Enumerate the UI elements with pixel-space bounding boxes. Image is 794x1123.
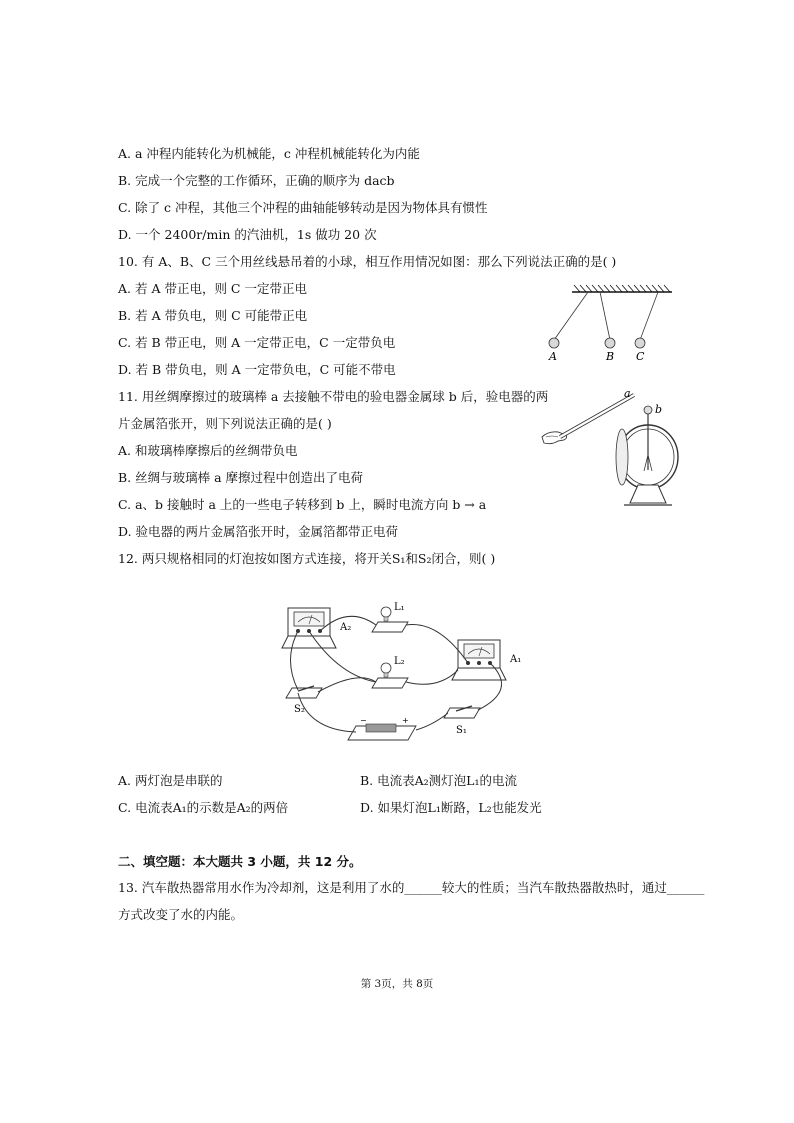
- rod-label-a: a: [624, 387, 631, 400]
- q11-stem-line1: 11. 用丝绸摩擦过的玻璃棒 a 去接触不带电的验电器金属球 b 后，验电器的两: [118, 389, 549, 404]
- q10-option-c: C. 若 B 带正电，则 A 一定带正电，C 一定带负电: [118, 335, 396, 350]
- section-heading-fill-in: 二、填空题：本大题共 3 小题，共 12 分。: [118, 854, 362, 869]
- q12-option-c: C. 电流表A₁的示数是A₂的两倍: [118, 800, 289, 815]
- q11-option-a: A. 和玻璃棒摩擦后的丝绸带负电: [118, 443, 298, 458]
- page-footer: 第 3页，共 8页: [360, 978, 434, 990]
- q9-option-d: D. 一个 2400r/min 的汽油机，1s 做功 20 次: [118, 227, 377, 242]
- q9-option-b: B. 完成一个完整的工作循环，正确的顺序为 dacb: [118, 173, 395, 188]
- q11-option-c: C. a、b 接触时 a 上的一些电子转移到 b 上，瞬时电流方向 b → a: [118, 497, 487, 512]
- q11-option-d: D. 验电器的两片金属箔张开时，金属箔都带正电荷: [118, 524, 399, 539]
- label-s1: S₁: [456, 725, 467, 736]
- label-l1: L₁: [394, 602, 405, 613]
- q11-option-b: B. 丝绸与玻璃棒 a 摩擦过程中创造出了电荷: [118, 470, 364, 485]
- q10-option-a: A. 若 A 带正电，则 C 一定带正电: [118, 281, 307, 296]
- ball-label-b: b: [655, 403, 663, 416]
- label-a2: A₂: [340, 622, 352, 633]
- circuit-figure: [268, 600, 528, 745]
- svg-text:−: −: [360, 716, 367, 725]
- q13-line2: 方式改变了水的内能。: [118, 907, 244, 922]
- svg-text:+: +: [402, 716, 409, 725]
- q9-option-a: A. a 冲程内能转化为机械能，c 冲程机械能转化为内能: [118, 146, 420, 161]
- label-a1: A₁: [510, 654, 522, 665]
- q12-option-b: B. 电流表A₂测灯泡L₁的电流: [360, 773, 517, 788]
- ammeter-a2: [282, 608, 336, 648]
- switch-s2: [286, 686, 322, 698]
- q12-option-a: A. 两灯泡是串联的: [118, 773, 223, 788]
- q13-line1: 13. 汽车散热器常用水作为冷却剂，这是利用了水的______较大的性质；当汽车散热器散热时，通过______: [118, 880, 705, 895]
- electroscope-figure: [538, 385, 698, 510]
- hanging-balls-figure: [540, 280, 680, 365]
- label-l2: L₂: [394, 656, 405, 667]
- ball-label-c: C: [636, 350, 645, 363]
- q11-stem-line2: 片金属箔张开，则下列说法正确的是( ): [118, 416, 332, 431]
- q10-option-b: B. 若 A 带负电，则 C 可能带正电: [118, 308, 308, 323]
- battery: [348, 716, 416, 740]
- ball-label-a: A: [549, 350, 557, 363]
- switch-s1: [444, 706, 480, 718]
- ball-label-b: B: [606, 350, 615, 363]
- q12-stem: 12. 两只规格相同的灯泡按如图方式连接，将开关S₁和S₂闭合，则( ): [118, 551, 496, 566]
- q12-option-d: D. 如果灯泡L₁断路，L₂也能发光: [360, 800, 542, 815]
- label-s2: S₂: [294, 704, 305, 715]
- q9-option-c: C. 除了 c 冲程，其他三个冲程的曲轴能够转动是因为物体具有惯性: [118, 200, 488, 215]
- ammeter-a1: [452, 640, 506, 680]
- q10-option-d: D. 若 B 带负电，则 A 一定带负电，C 可能不带电: [118, 362, 396, 377]
- q10-stem: 10. 有 A、B、C 三个用丝线悬吊着的小球，相互作用情况如图：那么下列说法正确的是( ): [118, 254, 617, 269]
